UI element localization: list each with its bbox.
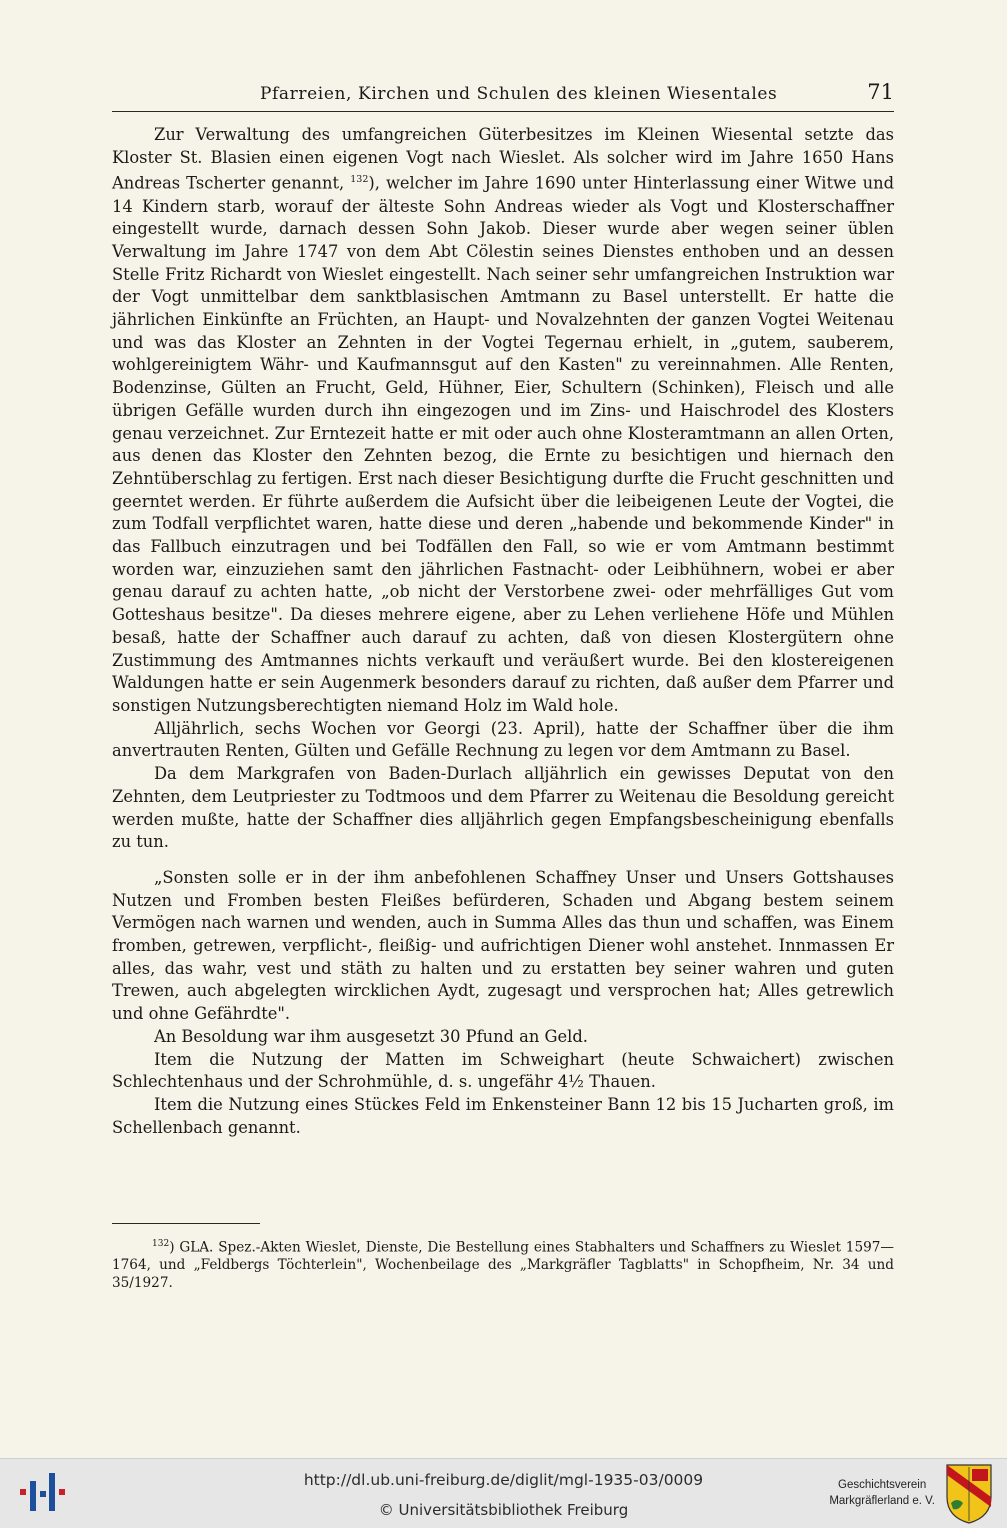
footnote bbox=[112, 1236, 894, 1292]
footer-society bbox=[829, 1477, 935, 1509]
header-rule bbox=[112, 111, 894, 112]
paragraph-1-text-b: ), welcher im Jahre 1690 unter Hinterlassung einer Witwe und 14 Kindern starb, worauf der älteste Sohn Andreas wieder als Vogt und Klosterschaffner eingestellt wurde, darnach dessen Sohn Jakob. Dieser wurde aber wegen seiner üblen Verwaltung im Jahre 1747 von dem Abt Cölestin seines Dienstes enthoben und an dessen Stelle Fritz Richardt von Wieslet eingestellt. Nach seiner sehr umfangreichen Instruktion war der Vogt unmittelbar dem sanktblasischen Amtmann zu Basel unterstellt. Er hatte die jährlichen Einkünfte an Früchten, an Haupt- und Novalzehnten der ganzen Vogtei Weitenau und was das Kloster an Zehnten in der Vogtei Tegernau erhielt, in „gutem, sauberem, wohlgereinigtem Währ- und Kaufmannsgut auf den Kasten" zu vereinnahmen. Alle Renten, Bodenzinse, Gülten an Frucht, Geld, Hühner, Eier, Schultern (Schinken), Fleisch und alle übrigen Gefälle wurden durch ihn eingezogen und im Zins- und Haischrodel des Klosters genau verzeichnet. Zur Erntezeit hatte er mit oder auch ohne Klosteramtmann an allen Orten, aus denen das Kloster den Zehnten bezog, die Ernte zu besichtigen und hiernach den Zehntüberschlag zu fertigen. Erst nach dieser Besichtigung durfte die Frucht geschnitten und geerntet werden. Er führte außerdem die Aufsicht über die leibeigenen Leute der Vogtei, die zum Todfall verpflichtet waren, hatte diese und deren „habende und bekommende Kinder" in das Fallbuch einzutragen und bei Todfällen den Fall, so wie er vom Amtmann bestimmt worden war, einzuziehen samt den jährlichen Fastnacht- oder Leibhühnern, wobei er aber genau darauf zu achten hatte, „ob nicht der Verstorbene zwei- oder mehrfälliges Gut vom Gotteshaus besitze". Da dieses mehrere eigene, aber zu Lehen verliehene Höfe und Mühlen besaß, hatte der Schaffner auch darauf zu achten, daß von diesen Klostergütern ohne Zustimmung des Amtmannes nichts verkauft und veräußert wurde. Bei den klostereigenen Waldungen hatte er sein Augenmerk besonders darauf zu richten, daß außer dem Pfarrer und sonstigen Nutzungsberechtigten niemand Holz im Wald hole. bbox=[112, 173, 895, 715]
page-number: 71 bbox=[867, 80, 894, 104]
paragraph-7: Item die Nutzung eines Stückes Feld im Enkensteiner Bann 12 bis 15 Jucharten groß, im Schellenbach genannt. bbox=[112, 1094, 894, 1137]
footnote-rule bbox=[112, 1223, 260, 1224]
paragraph-2: Alljährlich, sechs Wochen vor Georgi (23. April), hatte der Schaffner über die ihm anvertrauten Renten, Gülten und Gefälle Rechnung zu legen vor dem Amtmann zu Basel. bbox=[112, 718, 894, 761]
society-line-2: Markgräflerland e. V. bbox=[829, 1495, 935, 1507]
footnote-reference[interactable]: 132 bbox=[350, 174, 369, 186]
paragraph-1-text-a: Zur Verwaltung des umfangreichen Güterbesitzes im Kleinen Wiesental setzte das Kloster St. Blasien einen eigenen Vogt nach Wieslet. Als solcher wird im Jahre 1650 Hans Andreas Tscherter genannt, bbox=[112, 125, 894, 193]
running-title: Pfarreien, Kirchen und Schulen des kleinen Wiesentales bbox=[260, 84, 778, 104]
running-head bbox=[112, 80, 894, 110]
paragraph-1 bbox=[112, 124, 894, 718]
paragraph-5: An Besoldung war ihm ausgesetzt 30 Pfund an Geld. bbox=[154, 1026, 588, 1046]
footer-url-link[interactable]: http://dl.ub.uni-freiburg.de/diglit/mgl-1935-03/0009 bbox=[303, 1471, 704, 1489]
body-text bbox=[112, 124, 894, 1139]
footer-copyright: © Universitätsbibliothek Freiburg bbox=[378, 1501, 629, 1519]
markgraeflerland-crest-icon[interactable] bbox=[945, 1463, 993, 1525]
quotation-paragraph: „Sonsten solle er in der ihm anbefohlenen Schaffney Unser und Unsers Gottshauses Nutzen und Fromben besten Fleißes befürderen, Schaden und Abgang bestem seinem Vermögen nach warnen und wenden, auch in Summa Alles das thun und schaffen, was Einem fromben, getrewen, verpflicht-, fleißig- und aufrichtigen Diener wohl anstehet. Innmassen Er alles, das wahr, vest und stäth zu halten und zu erstatten bey seiner wahren und guten Trewen, auch abgelegten wircklichen Aydt, zugesagt und versprochen hat; Alles getrewlich und ohne Gefährdte". bbox=[112, 867, 894, 1024]
viewer-footer bbox=[0, 1458, 1007, 1528]
paragraph-3: Da dem Markgrafen von Baden-Durlach alljährlich ein gewisses Deputat von den Zehnten, dem Leutpriester zu Todtmoos und dem Pfarrer zu Weitenau die Besoldung gereicht werden mußte, hatte der Schaffner dies alljährlich gegen Empfangsbescheinigung ebenfalls zu tun. bbox=[112, 764, 894, 852]
footnote-text: ) GLA. Spez.-Akten Wieslet, Dienste, Die Bestellung eines Stabhalters und Schaffners zu Wieslet 1597—1764, und „Feldbergs Töchterlein", Wochenbeilage des „Markgräfler Tagblatts" in Schopfheim, Nr. 34 und 35/1927. bbox=[112, 1239, 894, 1291]
footnote-number: 132 bbox=[152, 1239, 170, 1249]
society-line-1: Geschichtsverein bbox=[838, 1479, 927, 1491]
paragraph-6: Item die Nutzung der Matten im Schweighart (heute Schwaichert) zwischen Schlechtenhaus und der Schrohmühle, d. s. ungefähr 4½ Thauen. bbox=[112, 1049, 894, 1092]
